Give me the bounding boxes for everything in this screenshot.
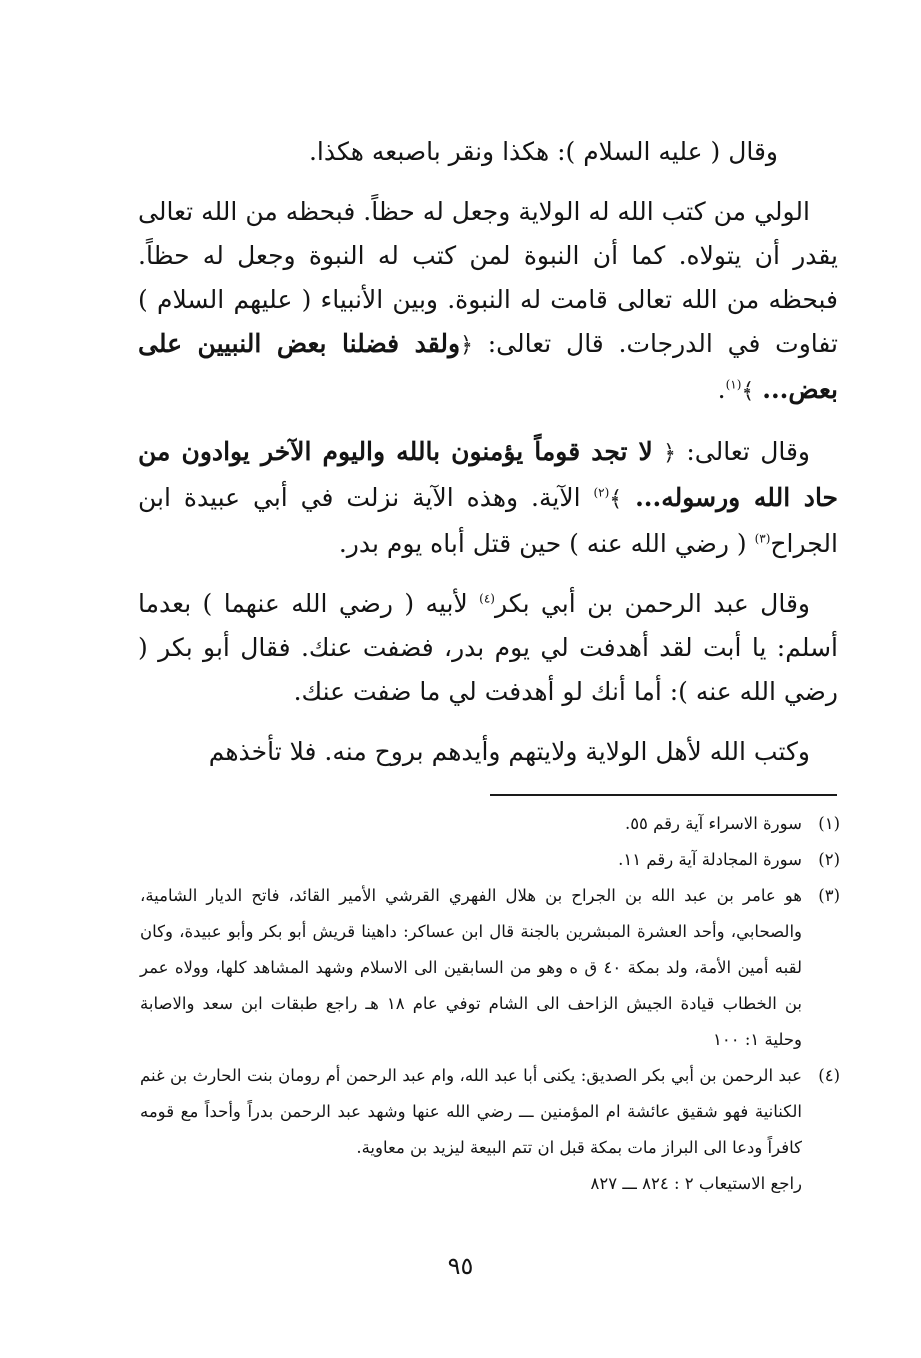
footnote-text: سورة الاسراء آية رقم ٥٥.	[624, 814, 802, 833]
quran-bracket-close: ﴾	[741, 379, 755, 404]
footnote-number: (٤)	[818, 1066, 840, 1085]
main-text	[138, 130, 838, 790]
footnote-text: سورة المجادلة آية رقم ١١.	[618, 850, 802, 869]
paragraph-3-intro: وقال تعالى:	[686, 437, 811, 466]
paragraph-4-end: لأبيه ( رضي الله عنهما ) بعدما أسلم: يا أبت لقد أهدفت لي يوم بدر، فضفت عنك. فقال أبو بكر ( رضي الله عنه ): أما أنك لو أهدفت لي ما ضفت عنك.	[138, 589, 838, 706]
footnotes	[140, 806, 840, 1202]
footnote-number: (١)	[818, 814, 840, 833]
footnote-number: (٣)	[818, 886, 840, 905]
footnote-ref-3: (٣)	[754, 531, 771, 546]
sentence-end: .	[717, 375, 726, 404]
footnote-ref-1: (١)	[725, 377, 742, 392]
paragraph-2-text: الولي من كتب الله له الولاية وجعل له حظاً. فبحظه من الله تعالى يقدر أن يتولاه. كما أن النبوة لمن كتب له النبوة وجعل له حظاً. فبحظه من الله تعالى قامت له النبوة. وبين الأنبياء ( عليهم السلام ) تفاوت في الدرجات. قال تعالى:	[138, 197, 838, 358]
footnote-divider	[490, 794, 837, 796]
paragraph-3-end: ( رضي الله عنه ) حين قتل أباه يوم بدر.	[338, 529, 747, 558]
quran-bracket-open: ﴿	[460, 333, 473, 358]
footnote-ref-4: (٤)	[479, 591, 495, 606]
footnote-text: عبد الرحمن بن أبي بكر الصديق: يكنى أبا عبد الله، وام عبد الرحمن أم رومان بنت الحارث بن غنم الكنانية فهو شقيق عائشة ام المؤمنين ـــ رضي الله عنها وشهد عبد الرحمن بدراً وأحداً مع قومه كافراً ودعا الى البراز مات بمكة قبل ان تتم البيعة ليزيد بن معاوية.	[140, 1066, 802, 1157]
page-number: ٩٥	[447, 1252, 474, 1280]
paragraph-2	[138, 190, 838, 414]
paragraph-1	[138, 130, 838, 174]
footnote-text: هو عامر بن عبد الله بن الجراح بن هلال الفهري القرشي الأمير القائد، فاتح الديار الشامية، والصحابي، وأحد العشرة المبشرين بالجنة قال ابن عساكر: داهينا قريش أبو بكر وأبو عبيدة، وكان لقبه أمين الأمة، ولد بمكة ٤٠ ق ه وهو من السابقين الى الاسلام وشهد المشاهد كلها، وولاه عمر بن الخطاب قيادة الجيش الزاحف الى الشام توفي عام ١٨ هـ راجع طبقات ابن سعد والاصابة وحلية ١: ١٠٠	[140, 886, 803, 1049]
quran-verse-2: لا تجد قوماً يؤمنون بالله واليوم الآخر يوادون من حاد الله ورسوله...	[138, 437, 839, 512]
footnote-2	[140, 842, 840, 878]
footnote-ref-2: (٢)	[593, 485, 610, 500]
footnote-number: (٢)	[818, 850, 840, 869]
footnote-3	[140, 878, 840, 1058]
footnote-4	[140, 1058, 840, 1166]
quran-verse-1: ولقد فضلنا بعض النبيين على بعض...	[138, 329, 838, 404]
quran-bracket-open: ﴿	[663, 441, 677, 466]
paragraph-4-start: وقال عبد الرحمن بن أبي بكر	[494, 589, 810, 618]
footnote-reference: راجع الاستيعاب ٢ : ٨٢٤ ـــ ٨٢٧	[590, 1174, 802, 1193]
paragraph-4	[138, 582, 838, 714]
paragraph-5-text: وكتب الله لأهل الولاية ولايتهم وأيدهم بروح منه. فلا تأخذهم	[208, 737, 810, 766]
footnote-1	[140, 806, 840, 842]
paragraph-1-text: وقال ( عليه السلام ): هكذا ونقر باصبعه هكذا.	[308, 137, 778, 166]
paragraph-3-middle: الآية. وهذه الآية نزلت في أبي عبيدة ابن الجراح	[138, 483, 838, 558]
quran-bracket-close: ﴾	[609, 487, 623, 512]
paragraph-5	[138, 730, 838, 774]
paragraph-3	[138, 430, 838, 566]
